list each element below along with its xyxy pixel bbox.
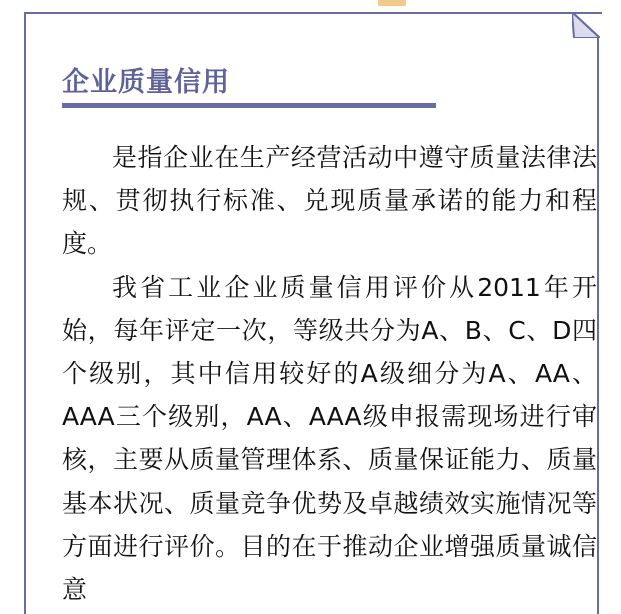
paragraph-definition: 是指企业在生产经营活动中遵守质量法律法规、贯彻执行标准、兑现质量承诺的能力和程度。 (62, 143, 597, 259)
card-right-border (597, 36, 599, 614)
body-text (62, 136, 597, 611)
title-underline (62, 103, 436, 108)
paragraph-evaluation: 我省工业企业质量信用评价从2011年开始，每年评定一次，等级共分为A、B、C、D四个级别，其中信用较好的A级细分为A、AA、AAA三个级别，AA、AAA级申报需现场进行审核，主要从质量管理体系、质量保证能力、质量基本状况、质量竞争优势及卓越绩效实施情况等方面进行评价。目的在于推动企业增强质量诚信意 (62, 272, 597, 605)
corner-fold-icon (572, 12, 600, 38)
section-title: 企业质量信用 (62, 67, 230, 98)
top-marker (378, 0, 406, 6)
